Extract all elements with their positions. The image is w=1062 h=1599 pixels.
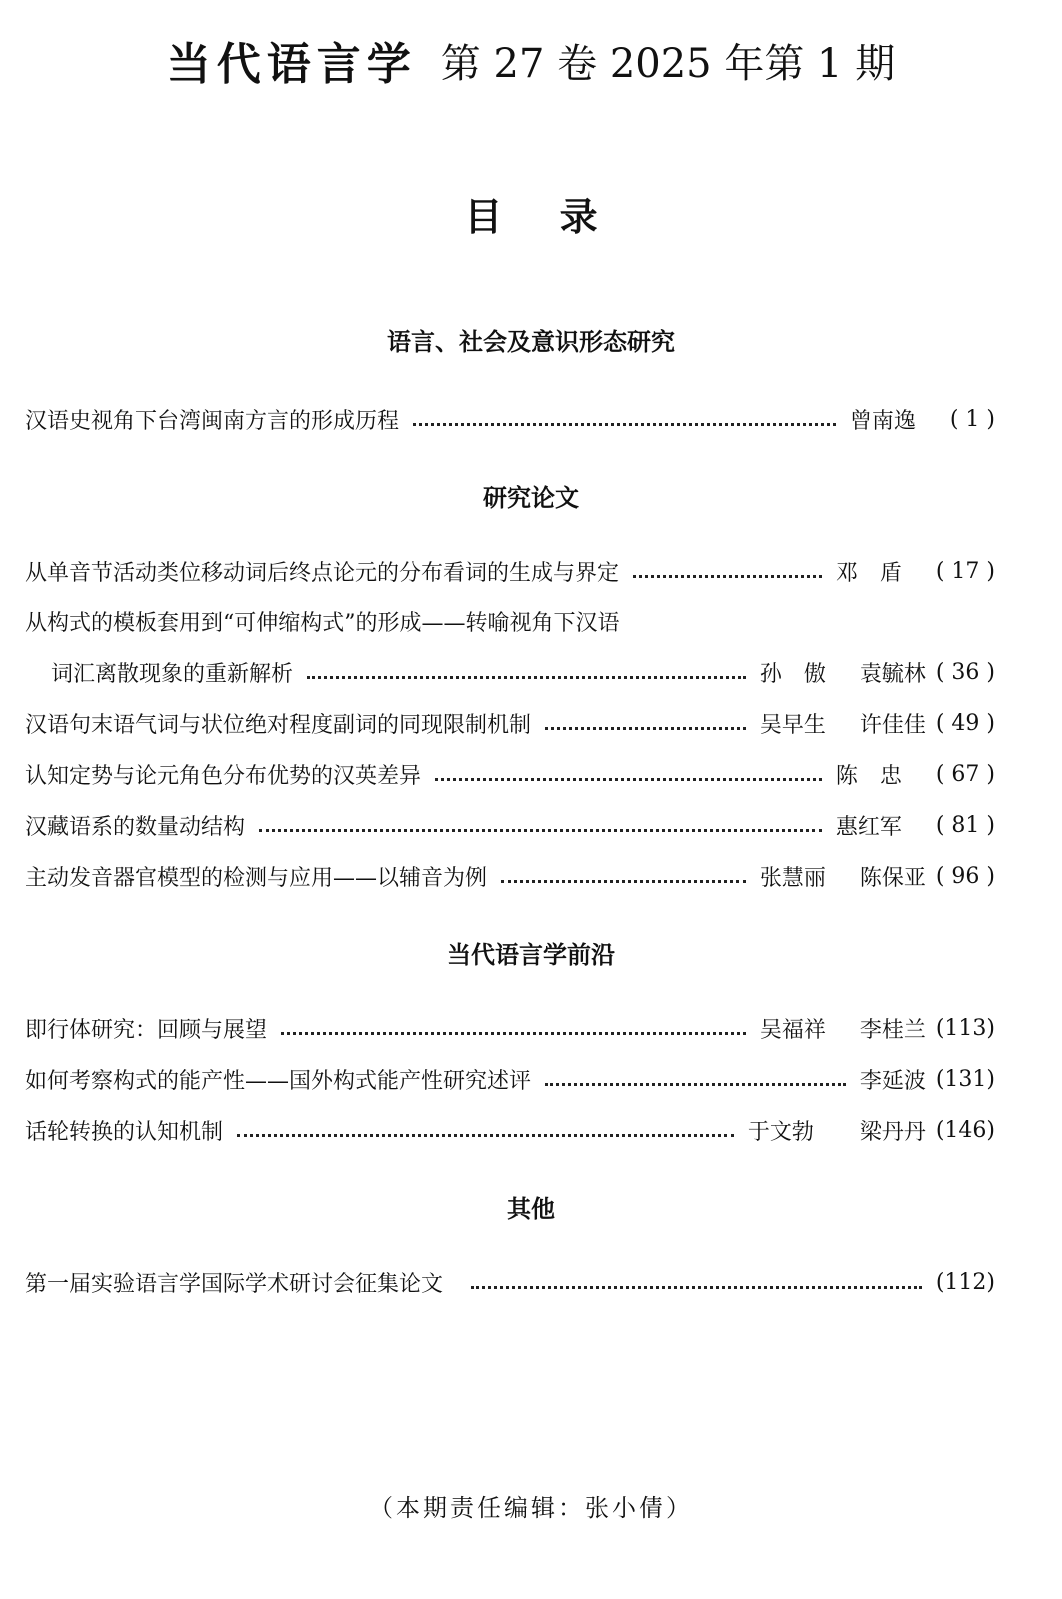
entry-page: ( 96 )	[935, 863, 995, 889]
dot-leader	[545, 725, 746, 730]
entry-author: 梁丹丹	[859, 1119, 926, 1145]
entry-page: ( 36 )	[935, 659, 995, 685]
toc-entry[interactable]	[25, 1264, 995, 1300]
toc-entry[interactable]	[25, 553, 995, 589]
footer-editor-note: （本期责任编辑：张小倩）	[369, 1494, 693, 1522]
entry-page: (112)	[935, 1269, 995, 1295]
entry-author: 袁毓林	[859, 661, 926, 687]
entry-title: 认知定势与论元角色分布优势的汉英差异	[25, 763, 422, 789]
dot-leader	[281, 1030, 746, 1035]
dot-leader	[435, 776, 822, 781]
toc-entry[interactable]	[25, 1112, 995, 1148]
issue-info: 第 27 卷 2025 年第 1 期	[440, 40, 896, 87]
entry-page: ( 67 )	[935, 761, 995, 787]
entry-author: 李延波	[859, 1068, 926, 1094]
toc-entry[interactable]	[25, 858, 995, 894]
entry-title: 即行体研究：回顾与展望	[25, 1017, 268, 1043]
entry-title: 第一届实验语言学国际学术研讨会征集论文	[25, 1271, 444, 1297]
dot-leader	[259, 827, 822, 832]
entry-author: 许佳佳	[859, 712, 926, 738]
toc-entry[interactable]	[25, 705, 995, 741]
toc-entry[interactable]	[25, 807, 995, 843]
toc-title: 目 录	[464, 195, 598, 239]
entry-title: 汉藏语系的数量动结构	[25, 814, 246, 840]
entry-page: (146)	[935, 1117, 995, 1143]
section-heading: 语言、社会及意识形态研究	[387, 328, 675, 356]
entry-page: ( 49 )	[935, 710, 995, 736]
dot-leader	[307, 674, 746, 679]
toc-entry[interactable]	[25, 756, 995, 792]
dot-leader	[237, 1132, 734, 1137]
entry-author: 李桂兰	[859, 1017, 926, 1043]
entry-page: ( 17 )	[935, 558, 995, 584]
entry-title: 汉语句末语气词与状位绝对程度副词的同现限制机制	[25, 712, 532, 738]
toc-entry[interactable]	[25, 401, 995, 437]
entry-title: 主动发音器官模型的检测与应用——以辅音为例	[25, 865, 488, 891]
dot-leader	[501, 878, 746, 883]
entry-page: (131)	[935, 1066, 995, 1092]
dot-leader	[633, 573, 822, 578]
toc-entry[interactable]	[25, 1061, 995, 1097]
section-heading: 当代语言学前沿	[447, 941, 615, 969]
entry-author: 邓 盾	[835, 560, 902, 586]
entry-author: 陈 忠	[835, 763, 902, 789]
toc-entry-line2[interactable]	[25, 654, 995, 690]
dot-leader	[545, 1081, 846, 1086]
section-heading: 其他	[507, 1195, 555, 1223]
toc-entry[interactable]	[25, 1010, 995, 1046]
journal-header	[0, 28, 1062, 92]
entry-title-continued: 词汇离散现象的重新解析	[51, 661, 294, 687]
entry-author: 陈保亚	[859, 865, 926, 891]
entry-author: 孙 傲	[759, 661, 826, 687]
section-heading: 研究论文	[483, 484, 579, 512]
entry-author: 惠红军	[835, 814, 902, 840]
entry-page: (113)	[935, 1015, 995, 1041]
entry-page: ( 81 )	[935, 812, 995, 838]
dot-leader	[413, 421, 836, 426]
entry-author: 吴福祥	[759, 1017, 826, 1043]
entry-title: 汉语史视角下台湾闽南方言的形成历程	[25, 408, 400, 434]
entry-title: 从单音节活动类位移动词后终点论元的分布看词的生成与界定	[25, 560, 620, 586]
entry-title: 从构式的模板套用到“可伸缩构式”的形成——转喻视角下汉语	[25, 610, 620, 636]
entry-title: 如何考察构式的能产性——国外构式能产性研究述评	[25, 1068, 532, 1094]
entry-author: 吴早生	[759, 712, 826, 738]
entry-title: 话轮转换的认知机制	[25, 1119, 224, 1145]
dot-leader	[471, 1284, 922, 1289]
journal-name: 当代语言学	[166, 39, 417, 90]
entry-author: 张慧丽	[759, 865, 826, 891]
entry-author: 曾南逸	[849, 408, 916, 434]
toc-entry-line1[interactable]	[25, 603, 995, 639]
entry-author: 于文勃	[747, 1119, 814, 1145]
entry-page: ( 1 )	[949, 406, 995, 432]
